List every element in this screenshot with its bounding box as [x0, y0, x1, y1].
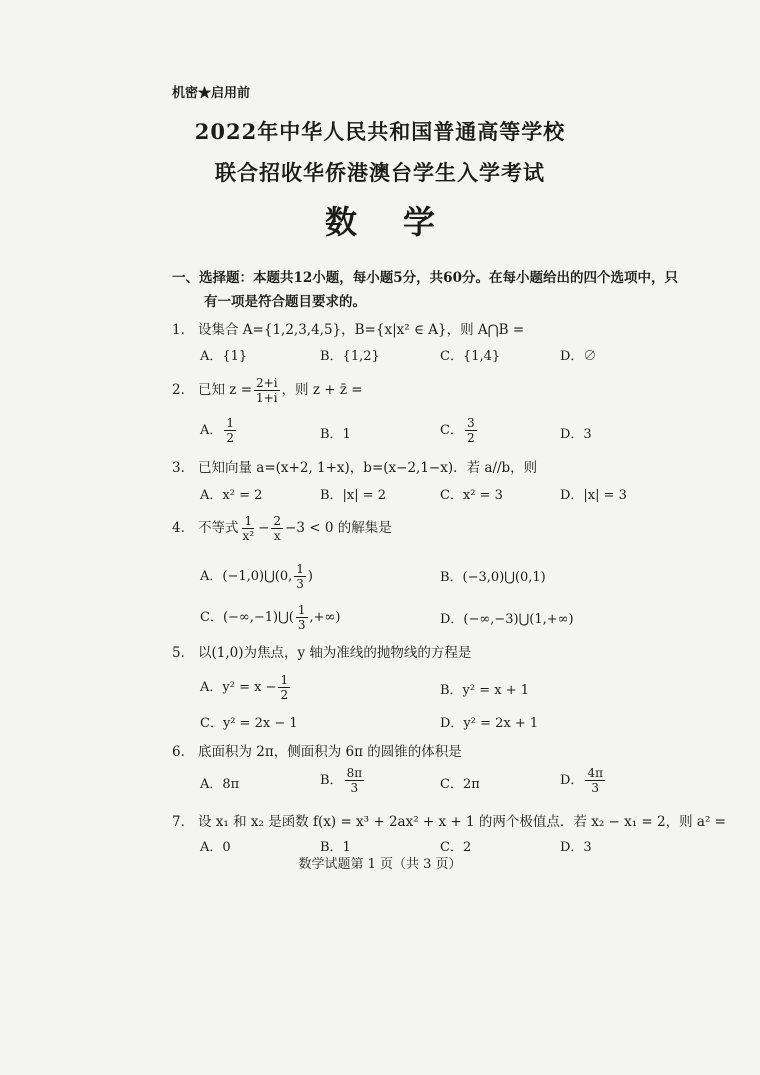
section-line1: 一、选择题：本题共12小题，每小题5分，共60分。在每小题给出的四个选项中，只 — [172, 270, 678, 286]
question-stem: 以(1,0)为焦点，y 轴为准线的抛物线的方程是 — [198, 645, 472, 661]
section-line2: 有一项是符合题目要求的。 — [204, 294, 366, 310]
question-stem: 设 x₁ 和 x₂ 是函数 f(x) = x³ + 2ax² + x + 1 的两个极值点．若 x₂ − x₁ = 2，则 a² = — [198, 814, 726, 830]
question-6: 6． 底面积为 2π，侧面积为 6π 的圆锥的体积是 — [172, 744, 462, 760]
fraction: $\frac{2+i}{1+i}$ — [256, 376, 278, 405]
q6-option-d: D． $\frac{4\pi}{3}$ — [560, 766, 603, 795]
q4-option-b: B．(−3,0)⋃(0,1) — [440, 570, 546, 585]
q4-option-a: A．(−1,0)⋃(0, $\frac{1}{3}$ ) — [200, 562, 313, 591]
question-stem: 底面积为 2π，侧面积为 6π 的圆锥的体积是 — [198, 744, 462, 760]
question-2: 2． 已知 z = $\frac{2+i}{1+i}$ ，则 z + z̄ = — [172, 376, 363, 405]
question-1: 1． 设集合 A={1,2,3,4,5}，B={x|x² ∈ A}，则 A⋂B = — [172, 322, 525, 338]
q5-option-a: A．y² = x − $\frac{1}{2}$ — [200, 673, 289, 702]
exam-title-line1: 2022年中华人民共和国普通高等学校 — [194, 119, 566, 144]
page-footer: 数学试题第 1 页（共 3 页） — [298, 857, 462, 872]
q1-option-a: A．{1} — [200, 349, 248, 364]
question-4: 4． 不等式 $\frac{1}{\text{x²}}$ − $\frac{2}{x}$ −3 < 0 的解集是 — [172, 514, 392, 543]
question-5: 5． 以(1,0)为焦点，y 轴为准线的抛物线的方程是 — [172, 645, 472, 661]
q5-option-d: D．y² = 2x + 1 — [440, 716, 539, 731]
confidential-label: 机密★启用前 — [172, 86, 251, 101]
section-heading — [172, 266, 692, 314]
q2-option-c: C． $\frac{3}{2}$ — [440, 416, 475, 445]
q1-option-b: B．{1,2} — [320, 349, 380, 364]
question-7: 7． 设 x₁ 和 x₂ 是函数 f(x) = x³ + 2ax² + x + 1 的两个极值点．若 x₂ − x₁ = 2，则 a² = — [172, 814, 726, 830]
q7-option-d: D．3 — [560, 840, 592, 855]
question-3: 3． 已知向量 a=(x+2, 1+x)，b=(x−2,1−x)．若 a//b，则 — [172, 460, 538, 476]
q4-option-c: C．(−∞,−1)⋃( $\frac{1}{3}$ ,+∞) — [200, 603, 341, 632]
q2-option-a: A． $\frac{1}{2}$ — [200, 416, 235, 445]
q1-option-c: C．{1,4} — [440, 349, 501, 364]
q3-option-b: B．|x| = 2 — [320, 488, 387, 503]
subject-title: 数学 — [324, 203, 481, 241]
q7-option-c: C．2 — [440, 840, 472, 855]
q5-option-b: B．y² = x + 1 — [440, 683, 530, 698]
question-stem: 设集合 A={1,2,3,4,5}，B={x|x² ∈ A}，则 A⋂B = — [198, 322, 525, 338]
q2-option-b: B．1 — [320, 427, 351, 442]
q3-option-a: A．x² = 2 — [200, 488, 263, 503]
question-stem: 已知向量 a=(x+2, 1+x)，b=(x−2,1−x)．若 a//b，则 — [198, 460, 538, 476]
q2-option-d: D．3 — [560, 427, 592, 442]
exam-title-line2: 联合招收华侨港澳台学生入学考试 — [215, 160, 545, 185]
q7-option-a: A．0 — [200, 840, 231, 855]
q5-option-c: C．y² = 2x − 1 — [200, 716, 298, 731]
q4-option-d: D．(−∞,−3)⋃(1,+∞) — [440, 612, 574, 627]
q1-option-d: D．∅ — [560, 349, 597, 364]
q7-option-b: B．1 — [320, 840, 351, 855]
q6-option-c: C．2π — [440, 777, 480, 792]
q6-option-b: B． $\frac{8\pi}{3}$ — [320, 766, 363, 795]
q3-option-c: C．x² = 3 — [440, 488, 503, 503]
q3-option-d: D．|x| = 3 — [560, 488, 627, 503]
q6-option-a: A．8π — [200, 777, 240, 792]
